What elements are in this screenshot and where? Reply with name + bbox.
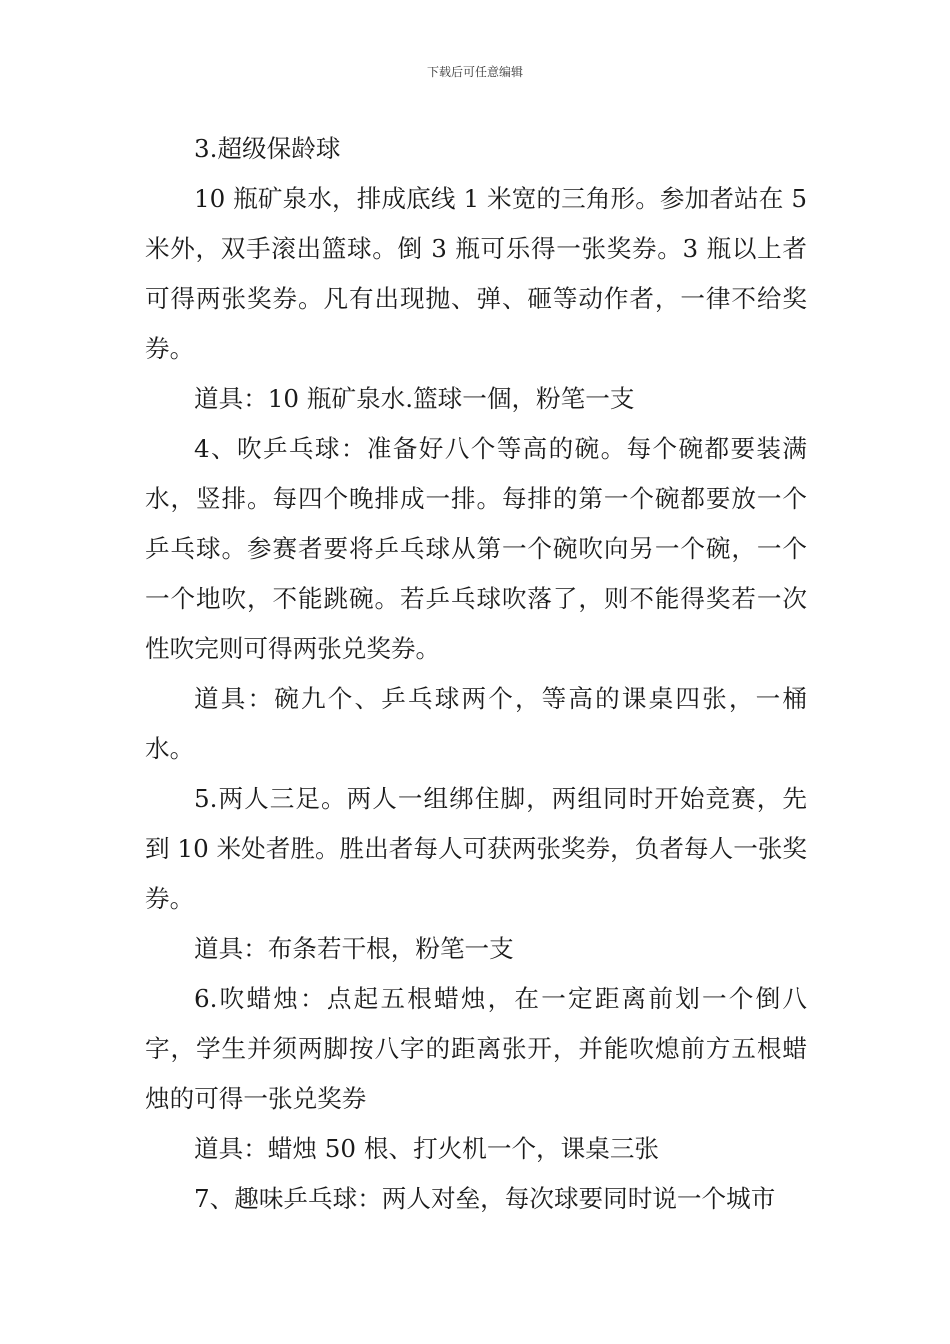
page-header: 下载后可任意编辑	[426, 65, 523, 79]
paragraph-pingpong-blow-props: 道具：碗九个、乒乓球两个，等高的课桌四张，一桶水。	[145, 684, 807, 763]
paragraph-bowling-rules: 10 瓶矿泉水，排成底线 1 米宽的三角形。参加者站在 5 米外，双手滚出篮球。倒 3 瓶可乐得一张奖券。3 瓶以上者可得两张奖券。凡有出现抛、弹、砸等动作者，一律不给奖券。	[145, 184, 807, 363]
paragraph-candle-props: 道具：蜡烛 50 根、打火机一个，课桌三张	[194, 1134, 660, 1163]
paragraph-three-legged-rules: 5.两人三足。两人一组绑住脚，两组同时开始竞赛，先到 10 米处者胜。胜出者每人可获两张奖券，负者每人一张奖券。	[145, 784, 807, 913]
paragraph-candle-rules: 6.吹蜡烛：点起五根蜡烛，在一定距离前划一个倒八字，学生并须两脚按八字的距离张开，并能吹熄前方五根蜡烛的可得一张兑奖券	[145, 984, 807, 1113]
paragraph-pingpong-blow-rules: 4、吹乒乓球：准备好八个等高的碗。每个碗都要装满水，竖排。每四个晚排成一排。每排的第一个碗都要放一个乒乓球。参赛者要将乒乓球从第一个碗吹向另一个碗，一个一个地吹，不能跳碗。若乒乓球吹落了，则不能得奖若一次性吹完则可得两张兑奖券。	[145, 434, 807, 663]
section-title-bowling: 3.超级保龄球	[194, 134, 341, 163]
paragraph-fun-pingpong: 7、趣味乒乓球：两人对垒，每次球要同时说一个城市	[194, 1184, 776, 1213]
paragraph-three-legged-props: 道具：布条若干根，粉笔一支	[194, 934, 514, 963]
paragraph-bowling-props: 道具：10 瓶矿泉水.篮球一個，粉笔一支	[194, 384, 635, 413]
document-body	[145, 124, 807, 1224]
